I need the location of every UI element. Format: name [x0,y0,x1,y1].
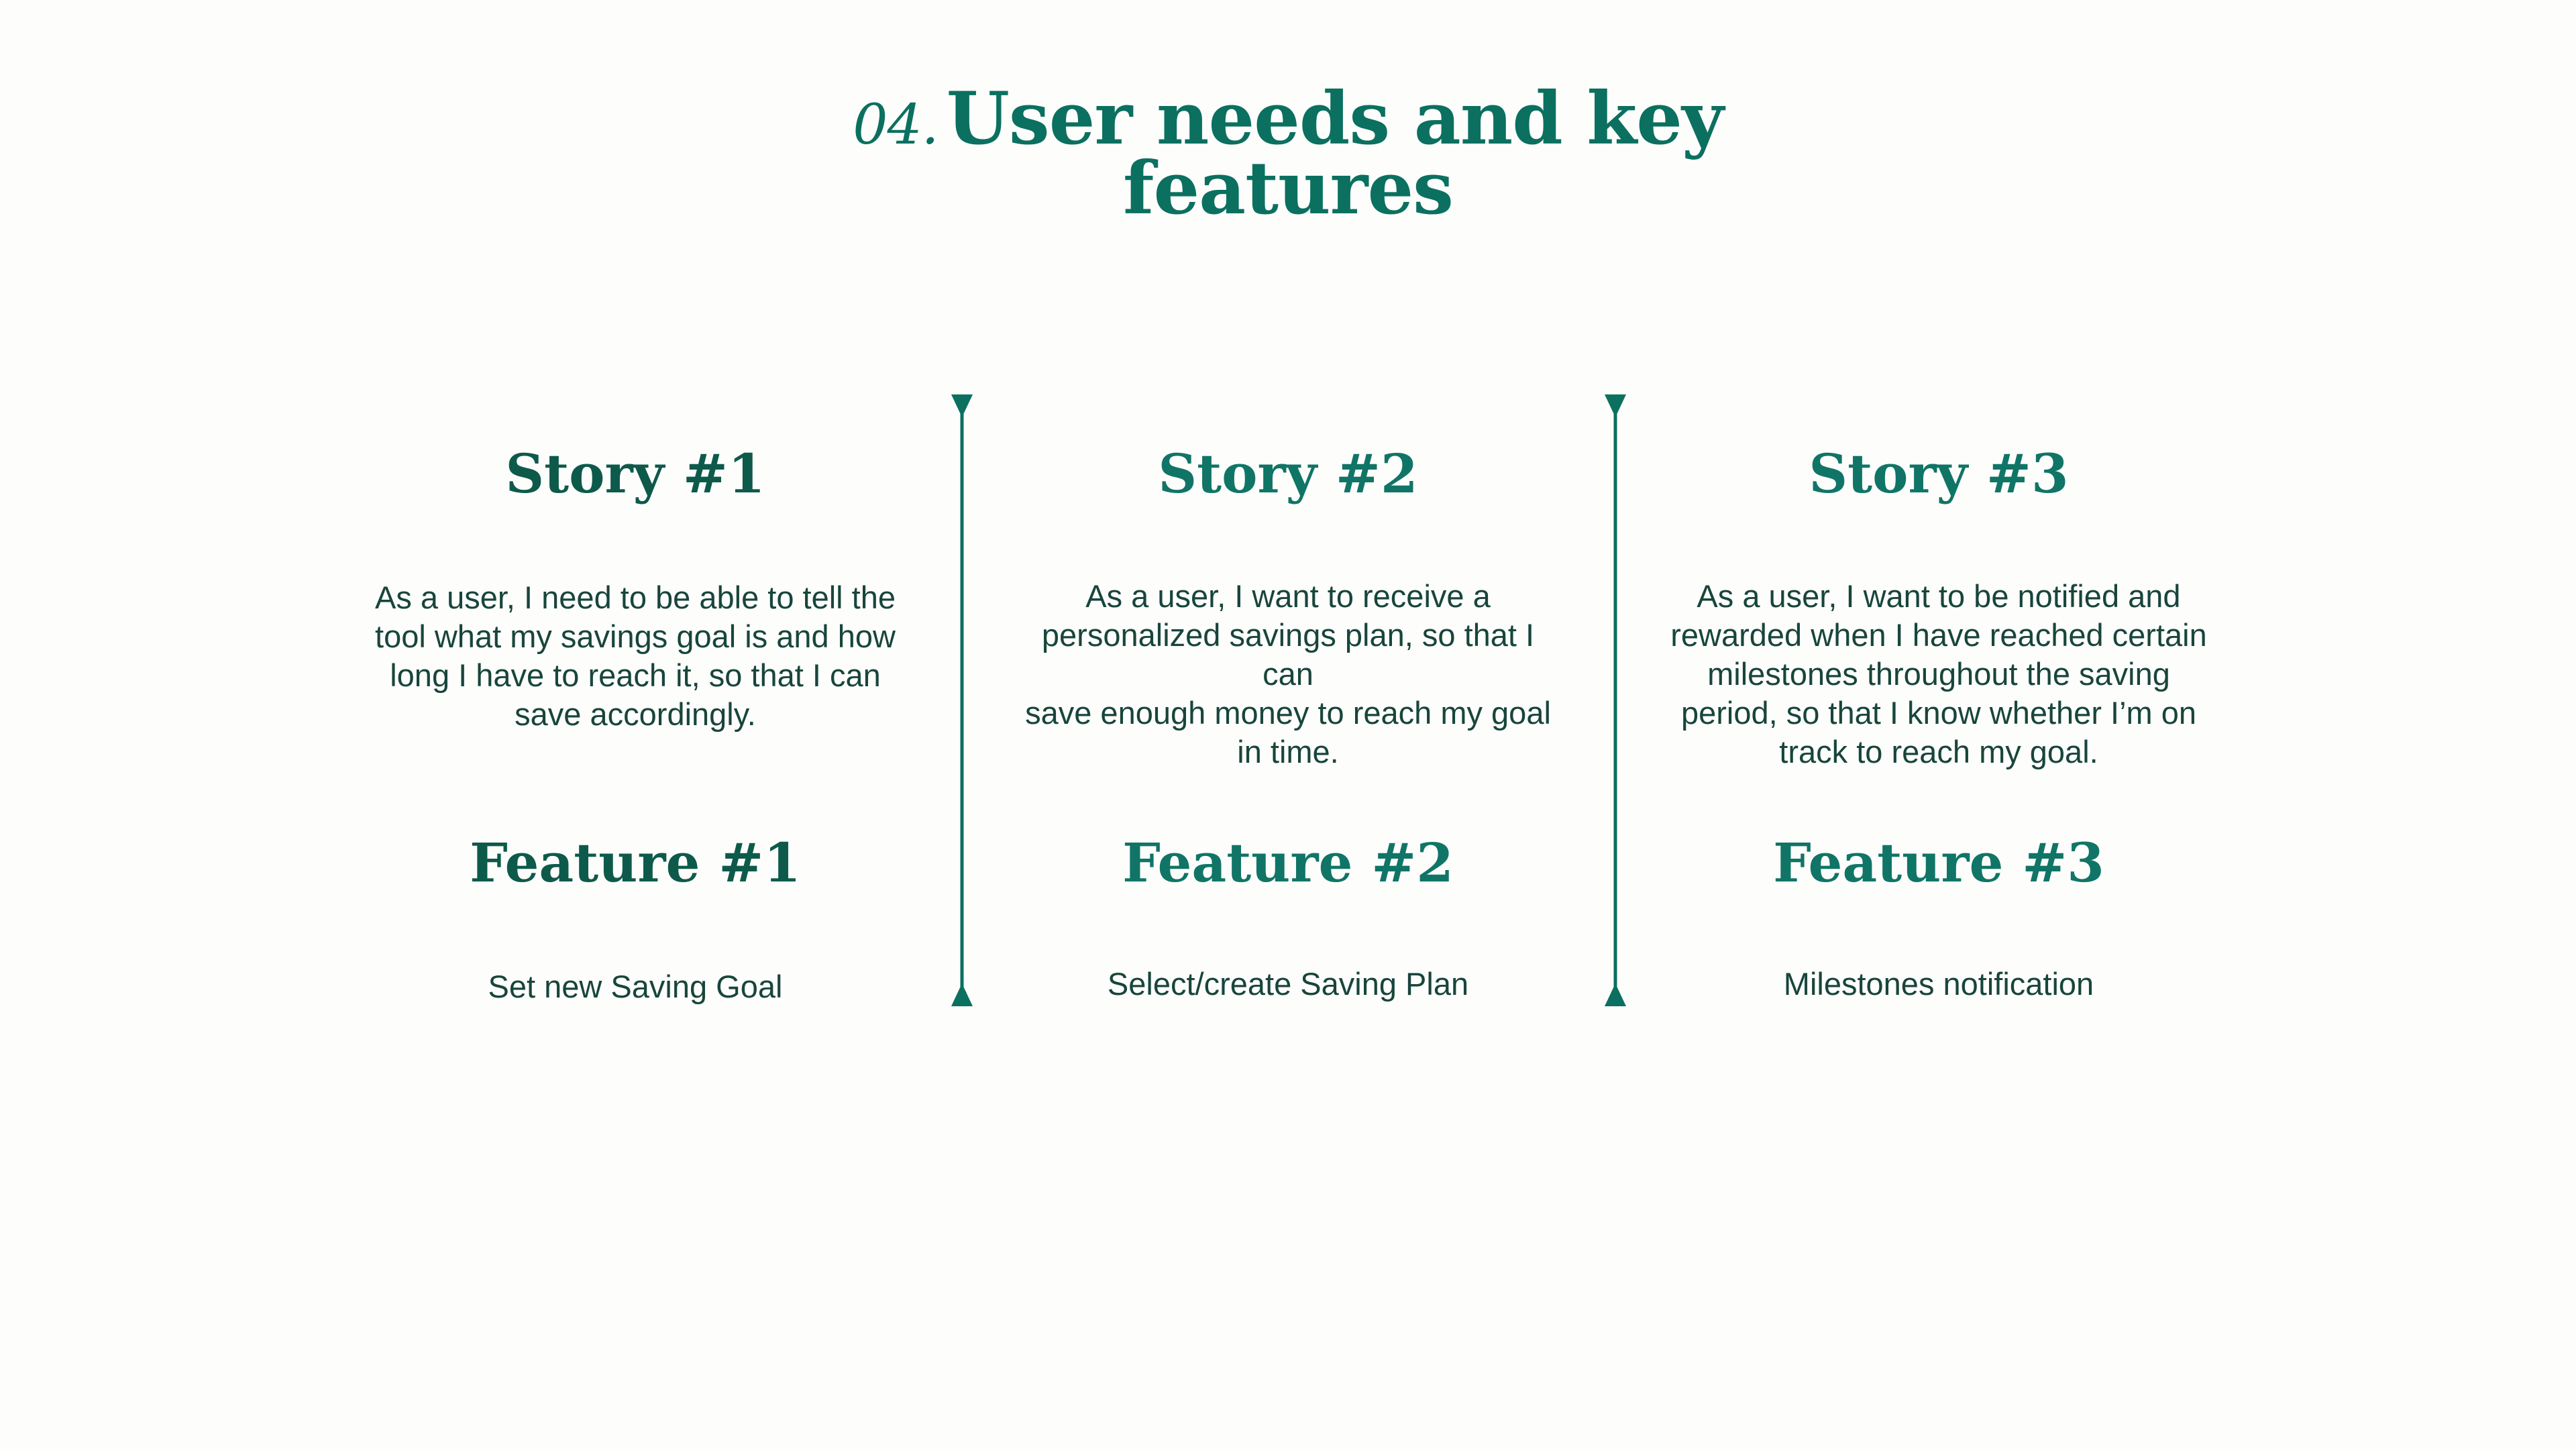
feature-heading: Feature #1 [470,831,801,894]
story-line: tool what my savings goal is and how [375,619,896,654]
story-line: period, so that I know whether I’m on [1680,695,2197,731]
story-description [367,578,904,734]
feature-description: Set new Saving Goal [488,969,783,1004]
story-description [1020,577,1556,771]
title-line-1: User needs and key [946,76,1723,161]
story-line: As a user, I need to be able to tell the [374,580,896,615]
story-line: in time. [1237,734,1339,769]
story-line: As a user, I want to receive a [1085,578,1491,614]
story-heading: Story #2 [1158,442,1418,505]
story-line: save accordingly. [515,696,756,732]
story-line: save enough money to reach my goal [1025,695,1551,731]
story-line: rewarded when I have reached certain [1670,617,2207,653]
title-line-2: features [1123,146,1453,231]
page-title [0,76,2576,231]
story-line: personalized savings plan, so that I can [1041,617,1535,692]
arrow-up-icon [951,983,973,1006]
story-line: As a user, I want to be notified and [1697,578,2181,614]
feature-heading: Feature #3 [1773,831,2104,894]
column-divider [1603,394,1627,1006]
column-divider [950,394,974,1006]
feature-description: Milestones notification [1783,966,2094,1002]
story-line: track to reach my goal. [1779,734,2098,769]
section-number: 04. [853,93,938,157]
story-line: milestones throughout the saving [1707,656,2170,692]
story-description [1670,577,2207,771]
story-line: long I have to reach it, so that I can [390,657,881,693]
story-heading: Story #1 [505,442,765,505]
story-heading: Story #3 [1809,442,2069,505]
feature-description: Select/create Saving Plan [1107,966,1469,1002]
feature-heading: Feature #2 [1122,831,1454,894]
arrow-up-icon [1605,983,1626,1006]
